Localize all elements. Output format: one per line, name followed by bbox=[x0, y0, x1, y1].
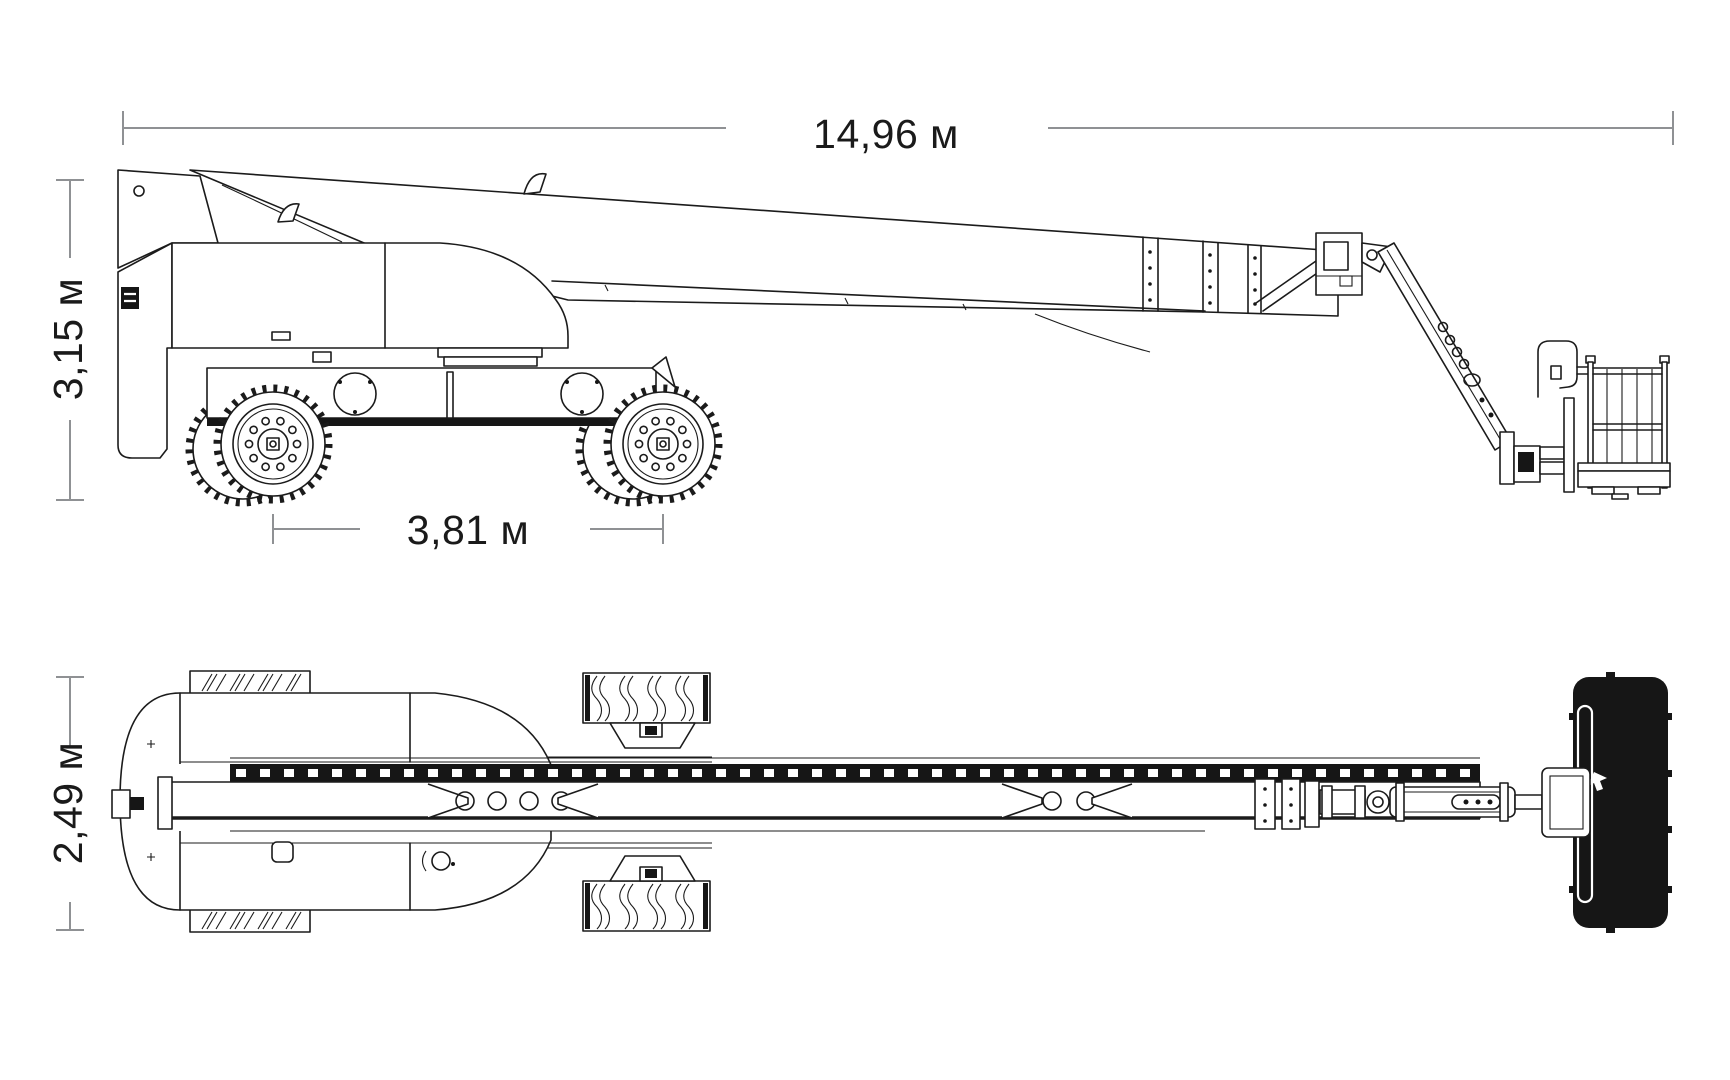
tire-top-left bbox=[190, 671, 310, 694]
turntable-body bbox=[172, 243, 568, 348]
dimension-overall-height bbox=[45, 180, 91, 500]
turntable-bearing bbox=[313, 348, 542, 366]
dimension-label-overall-height: 3,15 м bbox=[45, 277, 91, 401]
hydraulic-hose bbox=[1035, 314, 1150, 352]
dimension-overall-length bbox=[123, 111, 1673, 157]
platform-basket-side bbox=[1538, 341, 1670, 499]
jib-assembly bbox=[1256, 233, 1564, 484]
tire-top-right bbox=[583, 673, 710, 723]
boom-fin-front bbox=[524, 174, 546, 194]
tire-bottom-right bbox=[583, 881, 710, 931]
boom-top bbox=[112, 758, 1480, 831]
top-view bbox=[112, 671, 1672, 933]
dimension-overall-width bbox=[45, 677, 91, 930]
boom-collars-top bbox=[1255, 779, 1319, 829]
dimension-label-wheelbase: 3,81 м bbox=[406, 507, 530, 553]
dimension-label-overall-width: 2,49 м bbox=[45, 741, 91, 865]
counterweight bbox=[118, 243, 172, 458]
platform-basket-top bbox=[1542, 672, 1672, 933]
dimension-wheelbase bbox=[273, 507, 663, 553]
side-view bbox=[118, 170, 1670, 503]
tire-bottom-left bbox=[190, 909, 310, 932]
dimension-label-overall-length: 14,96 м bbox=[813, 111, 959, 157]
